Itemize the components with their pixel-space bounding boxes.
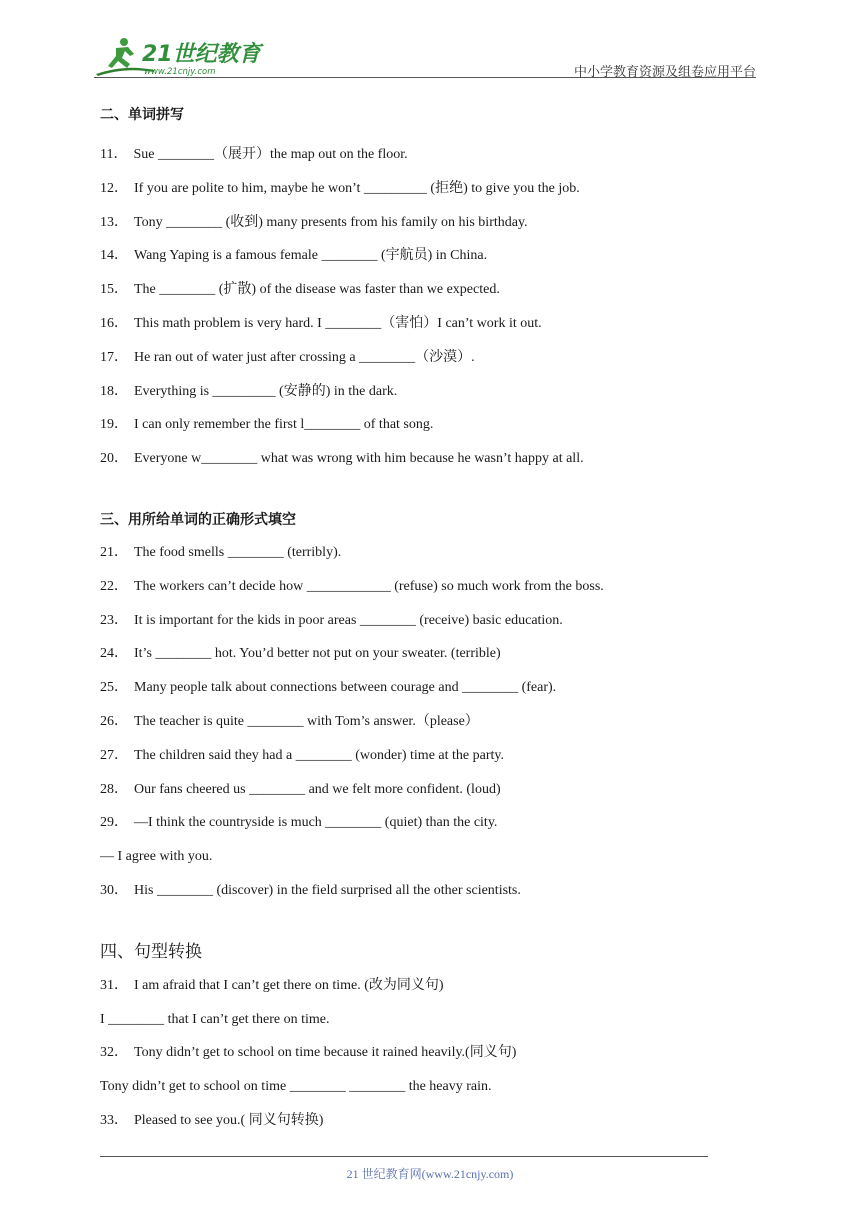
question-12: 12． If you are polite to him, maybe he won’t _________ (拒绝) to give you the job. — [100, 180, 580, 196]
question-17: 17． He ran out of water just after crossing a ________（沙漠）. — [100, 349, 475, 365]
section-sentence-transform-questions — [100, 969, 740, 1138]
question-21: 21． The food smells ________ (terribly). — [100, 544, 342, 560]
question-14: 14． Wang Yaping is a famous female ________ (宇航员) in China. — [100, 248, 488, 264]
footer-link[interactable]: 21 世纪教育网(www.21cnjy.com) — [346, 1167, 514, 1181]
question-31: 31． I am afraid that I can’t get there on time. (改为同义句) — [100, 977, 444, 993]
question-32-answer-line: Tony didn’t get to school on time ________ ________ the heavy rain. — [100, 1079, 492, 1095]
question-29-reply: — I agree with you. — [100, 849, 213, 865]
section-heading-sentence-transform: 四、句型转换 — [100, 941, 202, 962]
question-31-answer-line: I ________ that I can’t get there on time. — [100, 1011, 330, 1027]
logo-url: www.21cnjy.com — [144, 67, 216, 77]
question-29: 29． —I think the countryside is much ________ (quiet) than the city. — [100, 815, 498, 831]
question-22: 22． The workers can’t decide how ____________ (refuse) so much work from the boss. — [100, 578, 604, 594]
question-19: 19． I can only remember the first l________ of that song. — [100, 417, 434, 433]
header-divider — [94, 77, 756, 78]
question-33: 33． Pleased to see you.( 同义句转换) — [100, 1112, 324, 1128]
section-heading-spelling: 二、单词拼写 — [100, 107, 184, 123]
question-28: 28． Our fans cheered us ________ and we felt more confident. (loud) — [100, 781, 501, 797]
question-23: 23． It is important for the kids in poor areas ________ (receive) basic education. — [100, 612, 563, 628]
question-27: 27． The children said they had a ________ (wonder) time at the party. — [100, 747, 504, 763]
footer-divider — [100, 1156, 708, 1157]
logo-21cnjy — [94, 34, 264, 78]
worksheet-content — [100, 104, 740, 1138]
section-spelling-questions — [100, 138, 740, 476]
question-11: 11． Sue ________（展开）the map out on the floor. — [100, 147, 408, 162]
question-15: 15． The ________ (扩散) of the disease was faster than we expected. — [100, 282, 500, 298]
question-26: 26． The teacher is quite ________ with Tom’s answer.（please） — [100, 713, 479, 729]
platform-title: 中小学教育资源及组卷应用平台 — [573, 65, 756, 80]
question-24: 24． It’s ________ hot. You’d better not put on your sweater. (terrible) — [100, 646, 501, 662]
section-heading-word-forms: 三、用所给单词的正确形式填空 — [100, 511, 296, 528]
question-13: 13． Tony ________ (收到) many presents from his family on his birthday. — [100, 214, 528, 230]
question-25: 25． Many people talk about connections between courage and ________ (fear). — [100, 680, 557, 696]
question-30: 30． His ________ (discover) in the field surprised all the other scientists. — [100, 882, 521, 898]
section-word-form-questions — [100, 536, 740, 908]
question-16: 16． This math problem is very hard. I ________（害怕）I can’t work it out. — [100, 315, 542, 331]
logo-text: 21世纪教育 — [142, 42, 261, 67]
question-18: 18． Everything is _________ (安静的) in the dark. — [100, 383, 398, 399]
question-32: 32． Tony didn’t get to school on time because it rained heavily.(同义句) — [100, 1045, 517, 1061]
question-20: 20． Everyone w________ what was wrong with him because he wasn’t happy at all. — [100, 451, 584, 467]
